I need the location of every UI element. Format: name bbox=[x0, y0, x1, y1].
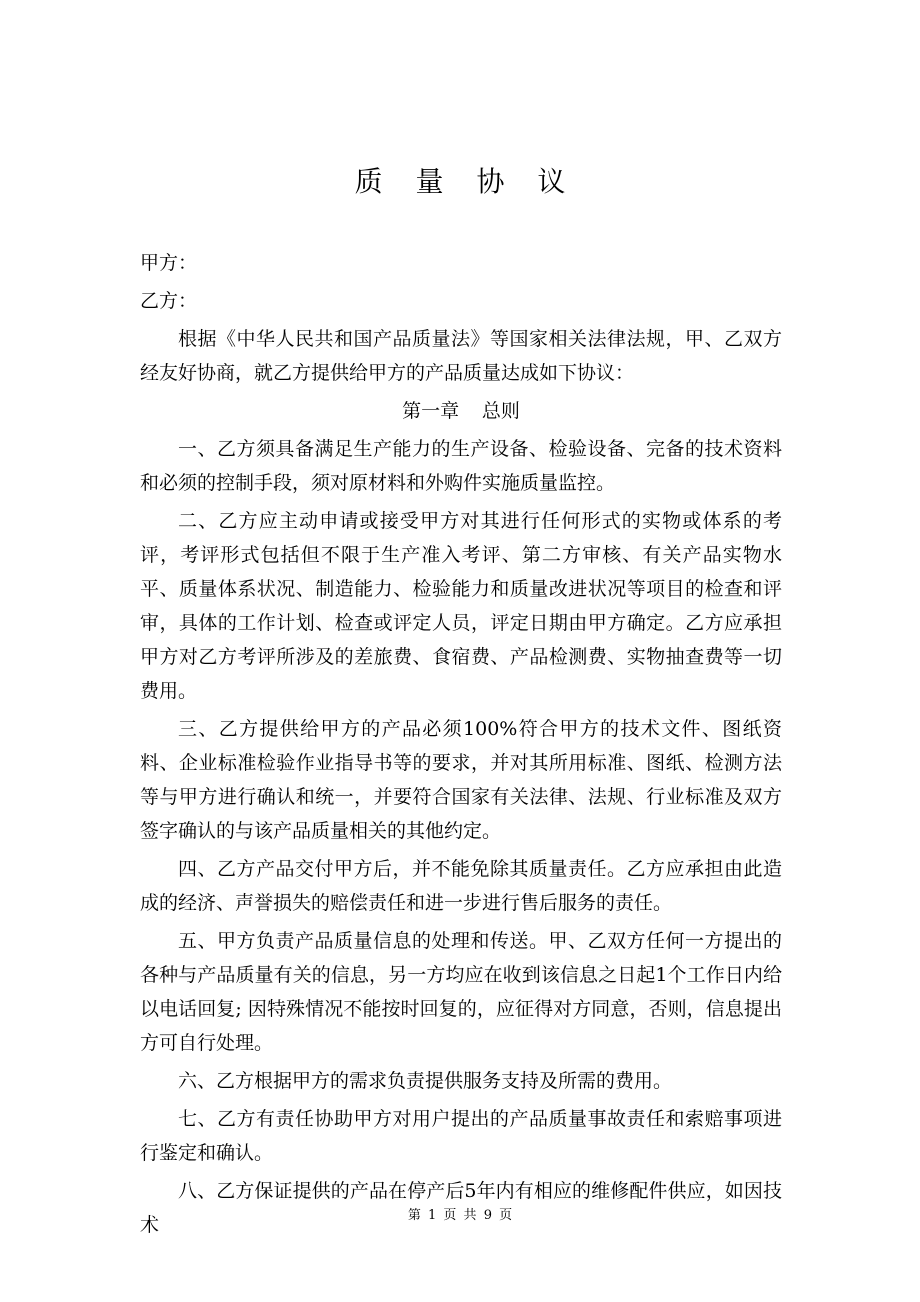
clause-paragraph: 一、乙方须具备满足生产能力的生产设备、检验设备、完备的技术资料和必须的控制手段，须对原材料和外购件实施质量监控。 bbox=[140, 438, 782, 494]
chapter-heading bbox=[140, 394, 782, 428]
clause-paragraph: 八、乙方保证提供的产品在停产后5年内有相应的维修配件供应，如因技术 bbox=[140, 1180, 782, 1236]
party-a-label: 甲方： bbox=[140, 252, 198, 274]
page-number-footer: 第 1 页 共 9 页 bbox=[407, 1208, 513, 1223]
clause-paragraph: 四、乙方产品交付甲方后，并不能免除其质量责任。乙方应承担由此造成的经济、声誉损失的赔偿责任和进一步进行售后服务的责任。 bbox=[140, 858, 782, 914]
document-title: 质 量 协 议 bbox=[354, 165, 578, 198]
clause-paragraph: 七、乙方有责任协助甲方对用户提出的产品质量事故责任和索赔事项进行鉴定和确认。 bbox=[140, 1108, 782, 1164]
clause-paragraph: 二、乙方应主动申请或接受甲方对其进行任何形式的实物或体系的考评，考评形式包括但不限于生产准入考评、第二方审核、有关产品实物水平、质量体系状况、制造能力、检验能力和质量改进状况等项目的检查和评审，具体的工作计划、检查或评定人员，评定日期由甲方确定。乙方应承担甲方对乙方考评所涉及的差旅费、食宿费、产品检测费、实物抽查费等一切费用。 bbox=[140, 510, 782, 702]
clause-paragraph: 三、乙方提供给甲方的产品必须100%符合甲方的技术文件、图纸资料、企业标准检验作业指导书等的要求，并对其所用标准、图纸、检测方法等与甲方进行确认和统一，并要符合国家有关法律、法规、行业标准及双方签字确认的与该产品质量相关的其他约定。 bbox=[140, 718, 782, 842]
clause-paragraph: 五、甲方负责产品质量信息的处理和传送。甲、乙双方任何一方提出的各种与产品质量有关的信息，另一方均应在收到该信息之日起1个工作日内给以电话回复; 因特殊情况不能按时回复的，应征得对方同意，否则，信息提出方可自行处理。 bbox=[140, 930, 782, 1054]
chapter-number: 第一章 bbox=[402, 400, 460, 422]
clause-paragraph: 六、乙方根据甲方的需求负责提供服务支持及所需的费用。 bbox=[178, 1070, 673, 1092]
intro-paragraph: 根据《中华人民共和国产品质量法》等国家相关法律法规，甲、乙双方经友好协商，就乙方提供给甲方的产品质量达成如下协议： bbox=[140, 328, 782, 384]
chapter-name: 总则 bbox=[481, 400, 520, 422]
document-body bbox=[140, 246, 782, 1246]
party-b-label: 乙方： bbox=[140, 290, 198, 312]
